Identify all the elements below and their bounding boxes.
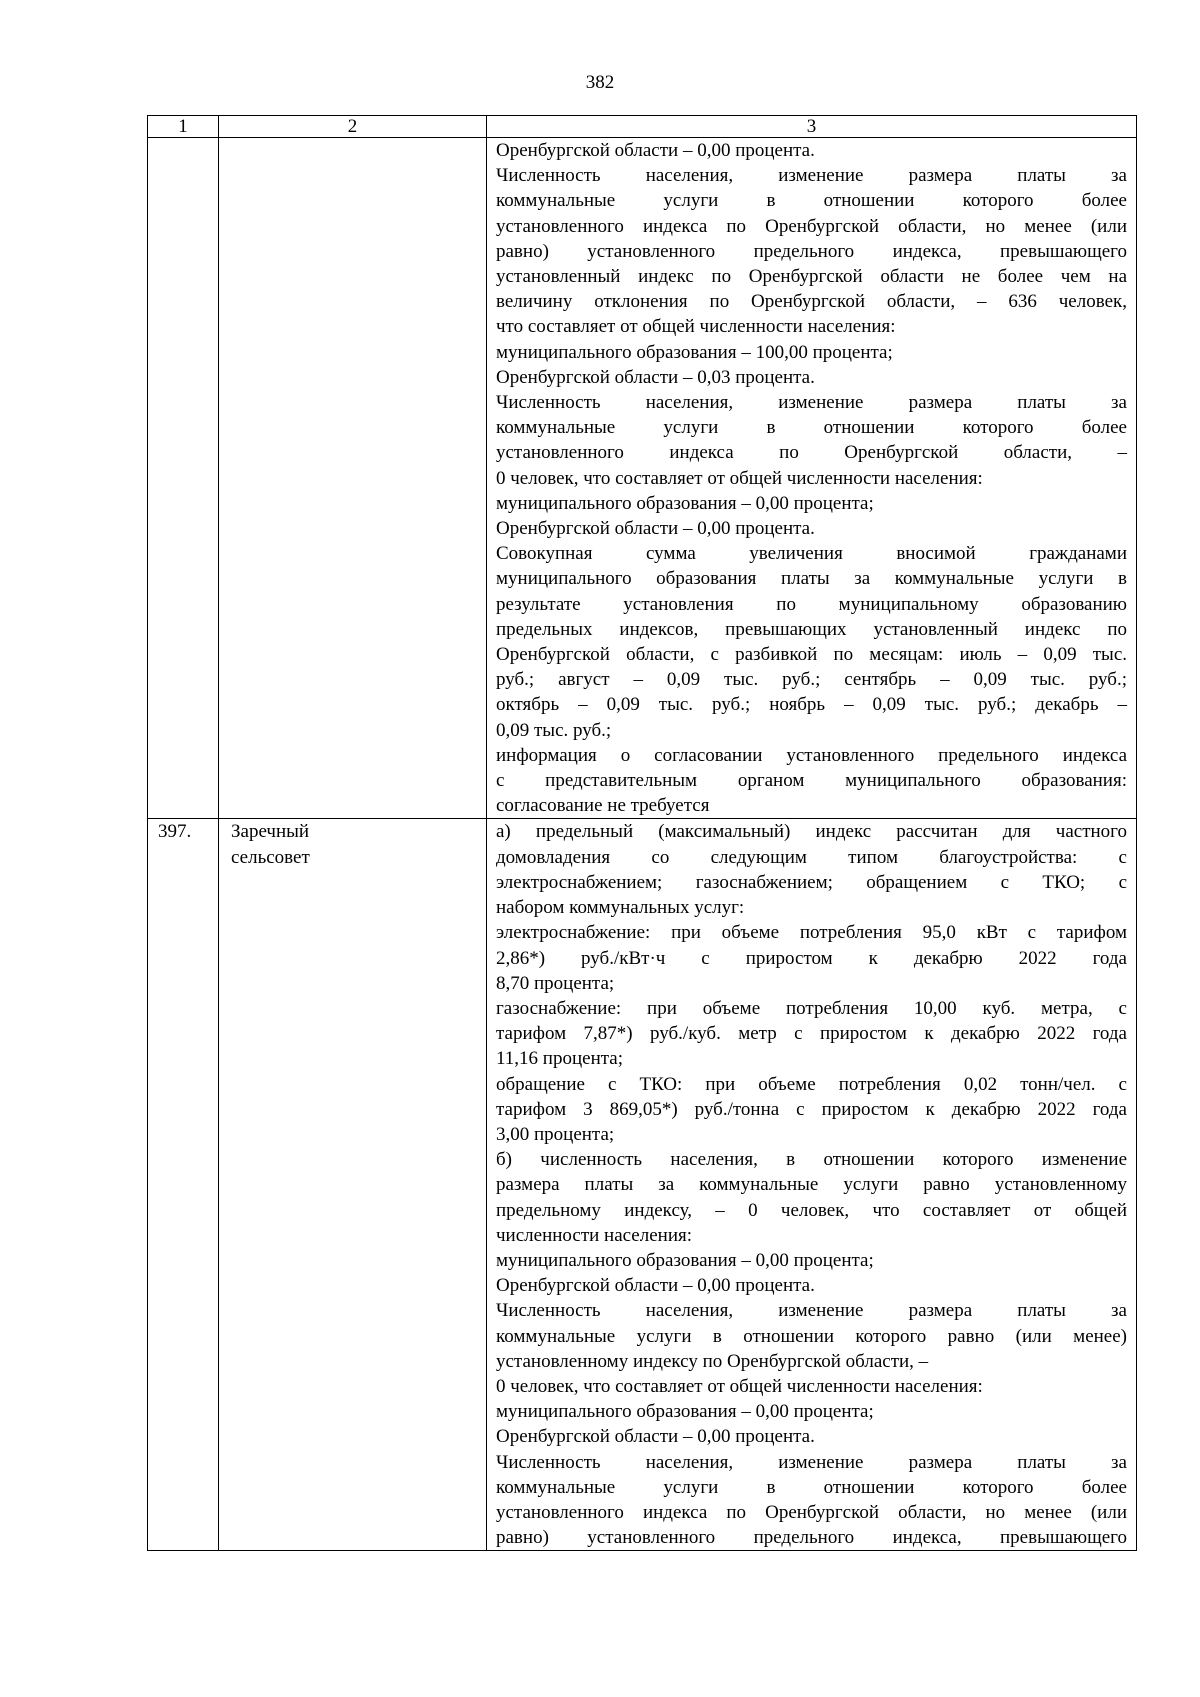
text-line: с представительным органом муниципального образования:: [496, 770, 1127, 792]
text-line: октябрь – 0,09 тыс. руб.; ноябрь – 0,09 тыс. руб.; декабрь –: [496, 694, 1127, 716]
table-row-continuation: [148, 138, 1137, 819]
text-line: Оренбургской области – 0,00 процента.: [496, 1426, 815, 1448]
text-line: обращение с ТКО: при объеме потребления 0,02 тонн/чел. с: [496, 1073, 1127, 1095]
row-name: [219, 138, 487, 819]
text-line: Оренбургской области – 0,00 процента.: [496, 1275, 815, 1297]
text-line: домовладения со следующим типом благоустройства: с: [496, 846, 1127, 868]
text-line: муниципального образования – 0,00 процента;: [496, 1249, 874, 1271]
text-line: муниципального образования – 100,00 процента;: [496, 341, 893, 363]
description-text: [496, 138, 1127, 818]
table-header-row: [148, 116, 1137, 138]
text-line: 0 человек, что составляет от общей численности населения:: [496, 1375, 983, 1397]
row-name: [219, 819, 487, 1551]
text-line: 3,00 процента;: [496, 1123, 615, 1145]
text-line: установленного индекса по Оренбургской области, но менее (или: [496, 215, 1127, 237]
text-line: результате установления по муниципальному образованию: [496, 593, 1127, 615]
text-line: Численность населения, изменение размера платы за: [496, 1300, 1127, 1322]
text-line: размера платы за коммунальные услуги равно установленному: [496, 1174, 1127, 1196]
header-col-2: 2: [219, 116, 487, 138]
text-line: установленный индекс по Оренбургской области не более чем на: [496, 266, 1127, 288]
text-line: равно) установленного предельного индекса, превышающего: [496, 240, 1127, 262]
text-line: установленного индекса по Оренбургской области, но менее (или: [496, 1501, 1127, 1523]
text-line: что составляет от общей численности населения:: [496, 316, 896, 338]
text-line: установленного индекса по Оренбургской области, –: [496, 442, 1127, 464]
text-line: коммунальные услуги в отношении которого более: [496, 1476, 1127, 1498]
text-line: 0 человек, что составляет от общей численности населения:: [496, 467, 983, 489]
text-line: равно) установленного предельного индекса, превышающего: [496, 1527, 1127, 1549]
municipality-name-line-1: Заречный: [231, 821, 310, 843]
text-line: согласование не требуется: [496, 795, 710, 817]
text-line: муниципального образования – 0,00 процента;: [496, 1401, 874, 1423]
text-line: Оренбургской области – 0,03 процента.: [496, 366, 815, 388]
text-line: 11,16 процента;: [496, 1048, 623, 1070]
text-line: величину отклонения по Оренбургской области, – 636 человек,: [496, 291, 1127, 313]
text-line: Численность населения, изменение размера платы за: [496, 165, 1127, 187]
text-line: 8,70 процента;: [496, 972, 615, 994]
text-line: Численность населения, изменение размера платы за: [496, 392, 1127, 414]
text-line: Численность населения, изменение размера платы за: [496, 1451, 1127, 1473]
text-line: информация о согласовании установленного предельного индекса: [496, 744, 1127, 766]
text-line: 0,09 тыс. руб.;: [496, 719, 612, 741]
text-line: Оренбургской области – 0,00 процента.: [496, 140, 815, 161]
text-line: Оренбургской области, с разбивкой по месяцам: июль – 0,09 тыс.: [496, 644, 1127, 666]
text-line: Оренбургской области – 0,00 процента.: [496, 518, 815, 540]
row-description: [487, 819, 1137, 1551]
text-line: муниципального образования платы за коммунальные услуги в: [496, 568, 1127, 590]
text-line: муниципального образования – 0,00 процента;: [496, 492, 874, 514]
text-line: предельному индексу, – 0 человек, что составляет от общей: [496, 1199, 1127, 1221]
text-line: коммунальные услуги в отношении которого более: [496, 417, 1127, 439]
text-line: тарифом 3 869,05*) руб./тонна с приростом к декабрю 2022 года: [496, 1098, 1127, 1120]
text-line: а) предельный (максимальный) индекс рассчитан для частного: [496, 821, 1127, 843]
text-line: б) численность населения, в отношении которого изменение: [496, 1149, 1127, 1171]
row-description: [487, 138, 1137, 819]
text-line: Совокупная сумма увеличения вносимой гражданами: [496, 543, 1127, 565]
text-line: предельных индексов, превышающих установленный индекс по: [496, 618, 1127, 640]
text-line: установленному индексу по Оренбургской области, –: [496, 1350, 929, 1372]
text-line: электроснабжением; газоснабжением; обращением с ТКО; с: [496, 871, 1127, 893]
text-line: газоснабжение: при объеме потребления 10,00 куб. метра, с: [496, 997, 1127, 1019]
description-text: [496, 819, 1127, 1550]
header-col-3: 3: [487, 116, 1137, 138]
text-line: 2,86*) руб./кВт·ч с приростом к декабрю 2022 года: [496, 947, 1127, 969]
row-number: [148, 138, 219, 819]
data-table: [147, 115, 1137, 1551]
row-number: 397.: [148, 819, 219, 1551]
page-number: 382: [585, 72, 615, 93]
text-line: тарифом 7,87*) руб./куб. метр с приростом к декабрю 2022 года: [496, 1023, 1127, 1045]
table-row-397: [148, 819, 1137, 1551]
text-line: набором коммунальных услуг:: [496, 897, 745, 919]
text-line: руб.; август – 0,09 тыс. руб.; сентябрь – 0,09 тыс. руб.;: [496, 669, 1127, 691]
municipality-name-line-2: сельсовет: [231, 846, 310, 868]
text-line: электроснабжение: при объеме потребления 95,0 кВт с тарифом: [496, 922, 1127, 944]
header-col-1: 1: [148, 116, 219, 138]
text-line: численности населения:: [496, 1224, 693, 1246]
text-line: коммунальные услуги в отношении которого равно (или менее): [496, 1325, 1127, 1347]
text-line: коммунальные услуги в отношении которого более: [496, 190, 1127, 212]
